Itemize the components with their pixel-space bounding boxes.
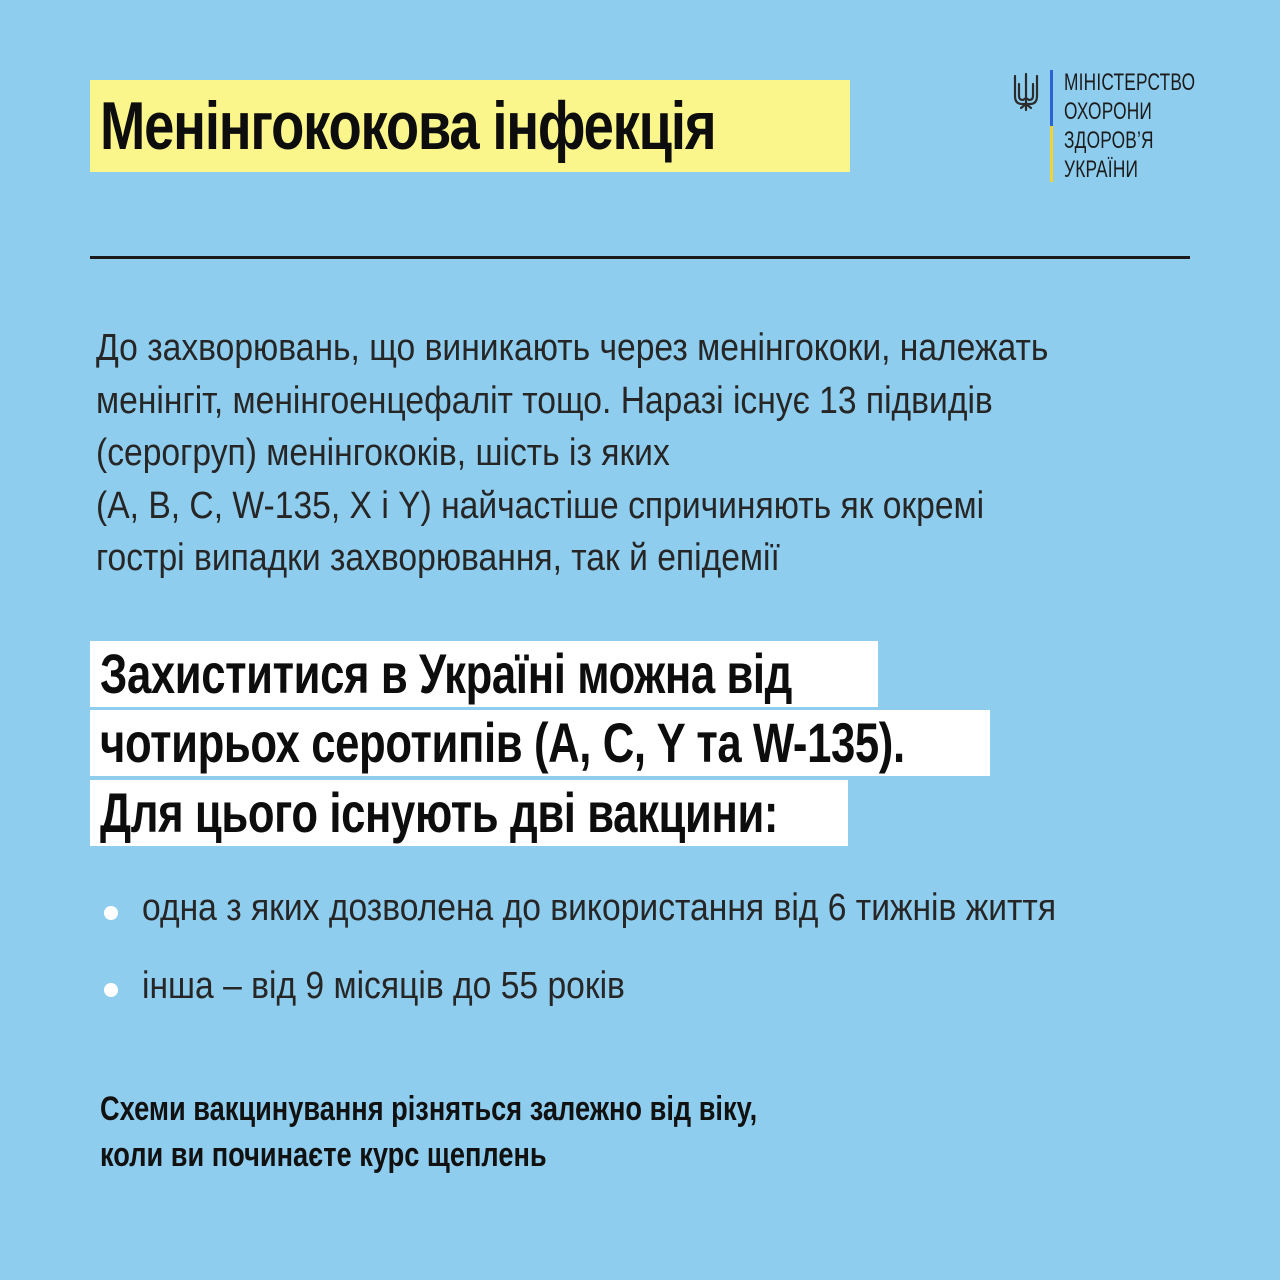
highlight-line: Для цього існують дві вакцини: <box>100 781 779 844</box>
intro-line: (серогруп) менінгококів, шість із яких <box>96 432 670 474</box>
bullet-dot <box>104 983 118 997</box>
logo-line: ОХОРОНИ <box>1064 98 1153 125</box>
intro-paragraph <box>96 322 1105 585</box>
ministry-logo <box>1010 68 1200 184</box>
divider-line <box>90 256 1190 259</box>
intro-line: менінгіт, менінгоенцефаліт тощо. Наразі існує 13 підвидів <box>96 379 993 422</box>
intro-line: гострі випадки захворювання, так й епідемії <box>96 537 780 579</box>
logo-color-bar <box>1050 70 1053 182</box>
intro-line: До захворювань, що виникають через менінгококи, належать <box>96 327 1049 369</box>
bullet-text: одна з яких дозволена до використання від 6 тижнів життя <box>142 887 1057 929</box>
footer-line: Схеми вакцинування різняться залежно від віку, <box>100 1090 758 1128</box>
logo-text <box>1064 68 1195 184</box>
highlight-line: Захиститися в Україні можна від <box>100 642 793 705</box>
logo-line: ЗДОРОВ’Я <box>1064 127 1154 154</box>
footer-note <box>100 1086 757 1178</box>
highlight-line: чотирьох серотипів (A, C, Y та W-135). <box>100 711 905 774</box>
logo-line: УКРАЇНИ <box>1064 156 1139 183</box>
footer-line: коли ви починаєте курс щеплень <box>100 1136 547 1174</box>
logo-line: МІНІСТЕРСТВО <box>1064 69 1196 96</box>
bullet-dot <box>104 906 118 920</box>
page-title: Менінгококова інфекція <box>100 88 716 164</box>
trident-icon <box>1012 72 1040 112</box>
bullet-text: інша – від 9 місяців до 55 років <box>142 965 625 1007</box>
intro-line: (A, B, C, W-135, X і Y) найчастіше спричиняють як окремі <box>96 484 985 527</box>
